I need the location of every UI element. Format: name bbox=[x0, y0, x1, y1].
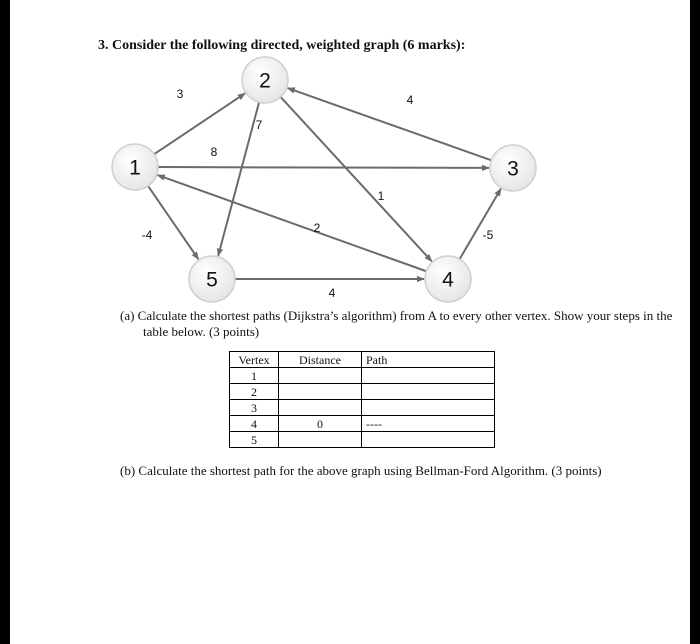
part-a-instructions: (a) Calculate the shortest paths (Dijkstra’s algorithm) from A to every other vertex. Show your steps in the table below. (3 points) bbox=[120, 308, 673, 339]
worksheet-page bbox=[10, 0, 690, 644]
edge-2-to-5 bbox=[218, 102, 259, 256]
directed-weighted-graph bbox=[10, 0, 690, 310]
distance-cell[interactable]: 0 bbox=[279, 416, 362, 432]
node-5 bbox=[189, 256, 235, 302]
question-title: 3. Consider the following directed, weighted graph (6 marks): bbox=[98, 38, 466, 53]
node-label: 4 bbox=[442, 268, 454, 292]
edge-weight-1-to-3: 8 bbox=[210, 145, 218, 159]
table-row bbox=[230, 400, 495, 416]
vertex-cell: 2 bbox=[230, 384, 279, 400]
header-vertex: Vertex bbox=[230, 352, 279, 368]
vertex-cell: 1 bbox=[230, 368, 279, 384]
header-path: Path bbox=[362, 352, 495, 368]
dijkstra-table bbox=[229, 351, 495, 448]
vertex-cell: 5 bbox=[230, 432, 279, 448]
path-cell[interactable] bbox=[362, 384, 495, 400]
path-cell[interactable]: ---- bbox=[362, 416, 495, 432]
node-4 bbox=[425, 256, 471, 302]
node-label: 5 bbox=[206, 268, 218, 292]
table-row bbox=[230, 368, 495, 384]
path-cell[interactable] bbox=[362, 368, 495, 384]
edge-2-to-4 bbox=[281, 97, 432, 261]
distance-cell[interactable] bbox=[279, 368, 362, 384]
vertex-cell: 4 bbox=[230, 416, 279, 432]
edge-1-to-5 bbox=[148, 186, 198, 259]
node-label: 1 bbox=[129, 156, 141, 180]
edge-weight-2-to-5: 7 bbox=[255, 118, 263, 132]
edge-weight-1-to-5: -4 bbox=[141, 228, 153, 242]
node-3 bbox=[490, 145, 536, 191]
part-b-instructions: (b) Calculate the shortest path for the above graph using Bellman-Ford Algorithm. (3 points) bbox=[120, 463, 602, 478]
node-1 bbox=[112, 144, 158, 190]
node-label: 2 bbox=[259, 69, 271, 93]
table-row bbox=[230, 416, 495, 432]
table-row bbox=[230, 432, 495, 448]
edge-weight-4-to-3: -5 bbox=[482, 228, 494, 242]
node-label: 3 bbox=[507, 157, 519, 181]
edge-weight-2-to-4: 1 bbox=[377, 189, 385, 203]
edge-weight-5-to-4: 4 bbox=[328, 286, 336, 300]
distance-cell[interactable] bbox=[279, 400, 362, 416]
edge-4-to-3 bbox=[460, 189, 501, 259]
vertex-cell: 3 bbox=[230, 400, 279, 416]
edge-1-to-2 bbox=[154, 93, 245, 154]
edge-3-to-2 bbox=[288, 88, 492, 160]
path-cell[interactable] bbox=[362, 400, 495, 416]
node-2 bbox=[242, 57, 288, 103]
table-row bbox=[230, 384, 495, 400]
distance-cell[interactable] bbox=[279, 432, 362, 448]
distance-cell[interactable] bbox=[279, 384, 362, 400]
edge-weight-1-to-2: 3 bbox=[176, 87, 184, 101]
edge-weight-4-to-1: 2 bbox=[313, 221, 321, 235]
edge-1-to-3 bbox=[158, 167, 489, 168]
edge-weight-3-to-2: 4 bbox=[406, 93, 414, 107]
path-cell[interactable] bbox=[362, 432, 495, 448]
header-distance: Distance bbox=[279, 352, 362, 368]
table-header-row bbox=[230, 352, 495, 368]
